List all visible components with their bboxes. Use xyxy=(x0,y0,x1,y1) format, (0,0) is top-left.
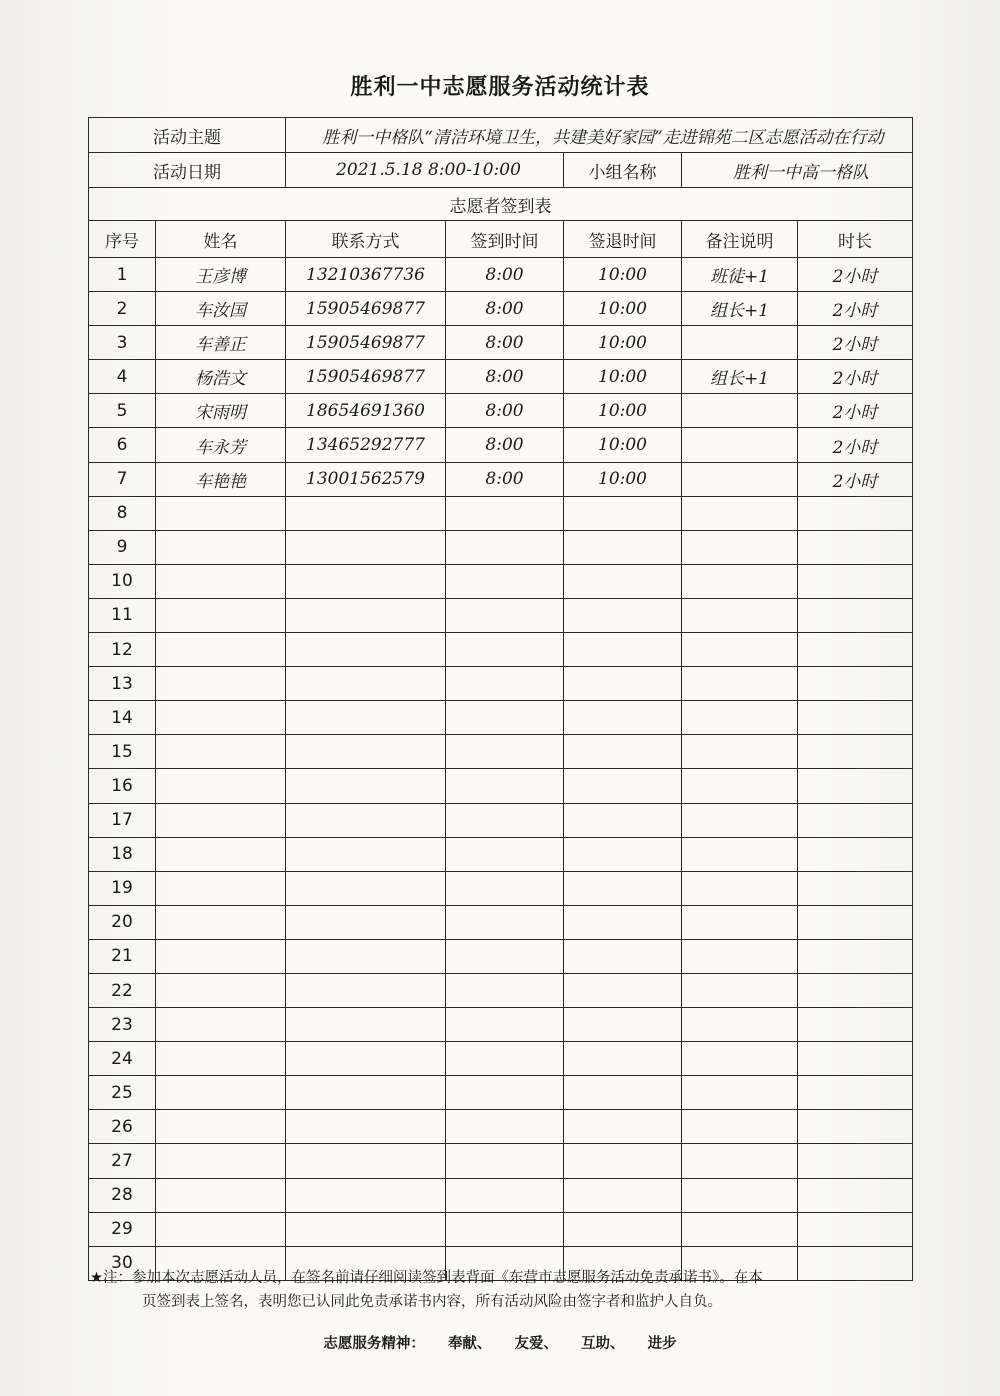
row-checkin xyxy=(446,735,564,769)
row-checkout: 10:00 xyxy=(564,428,682,462)
row-duration xyxy=(798,564,913,598)
row-checkin xyxy=(446,837,564,871)
row-number: 2 xyxy=(89,292,156,326)
row-checkin xyxy=(446,905,564,939)
row-phone: 13001562579 xyxy=(286,462,446,496)
row-checkin xyxy=(446,1144,564,1178)
col-header-no: 序号 xyxy=(89,221,156,258)
table-row xyxy=(89,360,913,394)
row-phone xyxy=(286,667,446,701)
table-row xyxy=(89,292,913,326)
row-note xyxy=(682,496,798,530)
activity-theme-row xyxy=(89,118,913,153)
row-name xyxy=(156,598,286,632)
section-title: 志愿者签到表 xyxy=(89,188,913,221)
row-checkin: 8:00 xyxy=(446,292,564,326)
row-number: 12 xyxy=(89,633,156,667)
section-title-row xyxy=(89,188,913,221)
table-row xyxy=(89,837,913,871)
row-checkin xyxy=(446,530,564,564)
table-row xyxy=(89,701,913,735)
row-number: 24 xyxy=(89,1042,156,1076)
row-duration xyxy=(798,496,913,530)
row-checkin xyxy=(446,769,564,803)
row-checkout xyxy=(564,633,682,667)
row-name: 王彦博 xyxy=(156,258,286,292)
row-number: 6 xyxy=(89,428,156,462)
row-duration: 2小时 xyxy=(798,462,913,496)
row-checkout xyxy=(564,1076,682,1110)
row-note xyxy=(682,394,798,428)
table-row xyxy=(89,1076,913,1110)
row-name: 宋雨明 xyxy=(156,394,286,428)
row-checkout: 10:00 xyxy=(564,462,682,496)
table-row xyxy=(89,667,913,701)
activity-theme-value: 胜利一中格队“清洁环境卫生，共建美好家园”走进锦苑二区志愿活动在行动 xyxy=(286,118,913,153)
row-checkin: 8:00 xyxy=(446,326,564,360)
row-number: 25 xyxy=(89,1076,156,1110)
row-phone xyxy=(286,530,446,564)
row-duration xyxy=(798,939,913,973)
row-checkin: 8:00 xyxy=(446,360,564,394)
row-phone xyxy=(286,837,446,871)
row-phone: 15905469877 xyxy=(286,360,446,394)
row-note xyxy=(682,905,798,939)
row-checkin xyxy=(446,496,564,530)
row-phone: 18654691360 xyxy=(286,394,446,428)
row-checkin xyxy=(446,939,564,973)
table-row xyxy=(89,496,913,530)
row-note xyxy=(682,939,798,973)
row-duration: 2小时 xyxy=(798,360,913,394)
row-name xyxy=(156,633,286,667)
row-duration xyxy=(798,1178,913,1212)
row-checkout xyxy=(564,769,682,803)
row-number: 22 xyxy=(89,973,156,1007)
table-row xyxy=(89,564,913,598)
row-duration xyxy=(798,735,913,769)
row-number: 4 xyxy=(89,360,156,394)
row-checkout xyxy=(564,1110,682,1144)
row-checkout: 10:00 xyxy=(564,258,682,292)
row-name xyxy=(156,667,286,701)
row-note xyxy=(682,803,798,837)
table-row xyxy=(89,973,913,1007)
row-checkout xyxy=(564,598,682,632)
row-checkin: 8:00 xyxy=(446,428,564,462)
table-row xyxy=(89,633,913,667)
row-duration xyxy=(798,837,913,871)
row-phone xyxy=(286,905,446,939)
row-name xyxy=(156,905,286,939)
row-checkout xyxy=(564,1178,682,1212)
row-duration xyxy=(798,769,913,803)
row-phone xyxy=(286,1008,446,1042)
row-note: 组长+1 xyxy=(682,292,798,326)
row-duration xyxy=(798,803,913,837)
row-duration xyxy=(798,667,913,701)
spirit-item: 友爱、 xyxy=(514,1336,558,1352)
row-name xyxy=(156,1008,286,1042)
row-phone xyxy=(286,633,446,667)
row-checkin xyxy=(446,1110,564,1144)
row-number: 10 xyxy=(89,564,156,598)
volunteer-spirit xyxy=(0,1332,1000,1353)
row-duration xyxy=(798,701,913,735)
row-checkout: 10:00 xyxy=(564,394,682,428)
row-phone: 13465292777 xyxy=(286,428,446,462)
row-name: 车汝国 xyxy=(156,292,286,326)
row-number: 20 xyxy=(89,905,156,939)
group-name-value: 胜利一中高一格队 xyxy=(682,153,913,188)
row-name xyxy=(156,1076,286,1110)
disclaimer-note xyxy=(90,1266,920,1314)
row-checkin xyxy=(446,803,564,837)
row-note xyxy=(682,462,798,496)
row-name xyxy=(156,1144,286,1178)
row-note xyxy=(682,428,798,462)
row-number: 11 xyxy=(89,598,156,632)
row-checkout: 10:00 xyxy=(564,326,682,360)
row-number: 21 xyxy=(89,939,156,973)
row-name xyxy=(156,1110,286,1144)
row-checkout xyxy=(564,1144,682,1178)
row-duration xyxy=(798,1008,913,1042)
row-number: 26 xyxy=(89,1110,156,1144)
disclaimer-line-1: ★注：参加本次志愿活动人员，在签名前请仔细阅读签到表背面《东营市志愿服务活动免责承诺书》。在本 xyxy=(90,1270,763,1286)
table-row xyxy=(89,1212,913,1246)
spirit-label: 志愿服务精神： xyxy=(323,1336,425,1352)
row-duration xyxy=(798,598,913,632)
row-checkin: 8:00 xyxy=(446,258,564,292)
row-number: 19 xyxy=(89,871,156,905)
row-duration: 2小时 xyxy=(798,428,913,462)
row-name: 车永芳 xyxy=(156,428,286,462)
table-row xyxy=(89,939,913,973)
row-name xyxy=(156,803,286,837)
row-note xyxy=(682,633,798,667)
row-checkout xyxy=(564,803,682,837)
row-checkout xyxy=(564,1042,682,1076)
row-checkout xyxy=(564,1212,682,1246)
row-name: 车善正 xyxy=(156,326,286,360)
row-number: 7 xyxy=(89,462,156,496)
row-phone: 13210367736 xyxy=(286,258,446,292)
row-name xyxy=(156,837,286,871)
row-checkin xyxy=(446,633,564,667)
row-name xyxy=(156,1178,286,1212)
row-phone xyxy=(286,1042,446,1076)
row-phone xyxy=(286,1212,446,1246)
row-phone xyxy=(286,598,446,632)
row-number: 9 xyxy=(89,530,156,564)
table-row xyxy=(89,598,913,632)
row-note xyxy=(682,837,798,871)
table-row xyxy=(89,258,913,292)
row-number: 8 xyxy=(89,496,156,530)
row-duration xyxy=(798,633,913,667)
page-title: 胜利一中志愿服务活动统计表 xyxy=(350,75,650,100)
row-name xyxy=(156,973,286,1007)
row-checkin xyxy=(446,1008,564,1042)
row-checkout xyxy=(564,871,682,905)
row-note xyxy=(682,1144,798,1178)
row-note xyxy=(682,735,798,769)
row-phone xyxy=(286,973,446,1007)
row-duration xyxy=(798,871,913,905)
row-name xyxy=(156,769,286,803)
table-row xyxy=(89,871,913,905)
row-checkout xyxy=(564,837,682,871)
row-number: 30 xyxy=(89,1246,156,1280)
row-checkout xyxy=(564,564,682,598)
row-duration: 2小时 xyxy=(798,292,913,326)
row-checkout xyxy=(564,939,682,973)
row-checkout xyxy=(564,905,682,939)
table-row xyxy=(89,1178,913,1212)
row-duration xyxy=(798,973,913,1007)
row-name xyxy=(156,735,286,769)
activity-date-value: 2021.5.18 8:00-10:00 xyxy=(286,153,564,188)
row-phone xyxy=(286,701,446,735)
table-row xyxy=(89,1110,913,1144)
row-note xyxy=(682,1008,798,1042)
row-duration: 2小时 xyxy=(798,258,913,292)
row-checkin xyxy=(446,973,564,1007)
volunteer-stats-table xyxy=(88,117,913,1281)
row-duration xyxy=(798,1042,913,1076)
row-note xyxy=(682,871,798,905)
spirit-item: 进步 xyxy=(647,1336,677,1352)
row-note xyxy=(682,326,798,360)
activity-date-label: 活动日期 xyxy=(89,153,286,188)
row-phone xyxy=(286,1144,446,1178)
row-checkout xyxy=(564,667,682,701)
row-checkout xyxy=(564,701,682,735)
row-number: 16 xyxy=(89,769,156,803)
row-phone: 15905469877 xyxy=(286,292,446,326)
col-header-duration: 时长 xyxy=(798,221,913,258)
row-note xyxy=(682,973,798,1007)
table-row xyxy=(89,769,913,803)
row-phone xyxy=(286,564,446,598)
row-name: 杨浩文 xyxy=(156,360,286,394)
row-number: 15 xyxy=(89,735,156,769)
row-checkin xyxy=(446,871,564,905)
row-name xyxy=(156,496,286,530)
row-checkin xyxy=(446,598,564,632)
row-note xyxy=(682,667,798,701)
activity-theme-label: 活动主题 xyxy=(89,118,286,153)
table-row xyxy=(89,803,913,837)
row-checkin xyxy=(446,564,564,598)
row-checkin: 8:00 xyxy=(446,394,564,428)
group-name-label: 小组名称 xyxy=(564,153,682,188)
row-duration xyxy=(798,1110,913,1144)
col-header-phone: 联系方式 xyxy=(286,221,446,258)
row-phone xyxy=(286,803,446,837)
spirit-item: 奉献、 xyxy=(447,1336,492,1352)
disclaimer-line-2: 页签到表上签名，表明您已认同此免责承诺书内容，所有活动风险由签字者和监护人自负。 xyxy=(142,1294,722,1310)
row-note xyxy=(682,1178,798,1212)
row-duration xyxy=(798,530,913,564)
row-phone xyxy=(286,939,446,973)
row-note xyxy=(682,564,798,598)
row-checkin xyxy=(446,1042,564,1076)
row-note xyxy=(682,701,798,735)
spirit-item: 互助、 xyxy=(581,1336,625,1352)
table-row xyxy=(89,462,913,496)
row-note: 组长+1 xyxy=(682,360,798,394)
row-number: 14 xyxy=(89,701,156,735)
row-duration xyxy=(798,1212,913,1246)
col-header-checkout: 签退时间 xyxy=(564,221,682,258)
row-name xyxy=(156,1042,286,1076)
row-checkin: 8:00 xyxy=(446,462,564,496)
row-phone xyxy=(286,1178,446,1212)
table-row xyxy=(89,905,913,939)
row-checkin xyxy=(446,1076,564,1110)
table-row xyxy=(89,1042,913,1076)
row-note xyxy=(682,1042,798,1076)
table-row xyxy=(89,1008,913,1042)
row-phone xyxy=(286,769,446,803)
row-name xyxy=(156,701,286,735)
row-phone xyxy=(286,496,446,530)
row-number: 3 xyxy=(89,326,156,360)
table-row xyxy=(89,1144,913,1178)
row-number: 27 xyxy=(89,1144,156,1178)
col-header-name: 姓名 xyxy=(156,221,286,258)
row-duration xyxy=(798,1076,913,1110)
row-phone xyxy=(286,1110,446,1144)
activity-date-row xyxy=(89,153,913,188)
row-number: 17 xyxy=(89,803,156,837)
table-row xyxy=(89,735,913,769)
row-name xyxy=(156,564,286,598)
col-header-note: 备注说明 xyxy=(682,221,798,258)
row-number: 5 xyxy=(89,394,156,428)
row-note xyxy=(682,769,798,803)
column-header-row xyxy=(89,221,913,258)
row-note xyxy=(682,1110,798,1144)
row-duration: 2小时 xyxy=(798,394,913,428)
row-phone xyxy=(286,735,446,769)
row-checkout: 10:00 xyxy=(564,292,682,326)
row-number: 28 xyxy=(89,1178,156,1212)
row-name: 车艳艳 xyxy=(156,462,286,496)
row-checkout: 10:00 xyxy=(564,360,682,394)
row-checkout xyxy=(564,530,682,564)
row-checkin xyxy=(446,1212,564,1246)
row-checkout xyxy=(564,735,682,769)
table-row xyxy=(89,326,913,360)
row-number: 1 xyxy=(89,258,156,292)
row-name xyxy=(156,939,286,973)
row-checkout xyxy=(564,973,682,1007)
row-note xyxy=(682,598,798,632)
row-checkout xyxy=(564,1008,682,1042)
row-duration xyxy=(798,1144,913,1178)
row-checkin xyxy=(446,701,564,735)
row-note xyxy=(682,530,798,564)
row-checkin xyxy=(446,667,564,701)
table-row xyxy=(89,428,913,462)
row-note xyxy=(682,1212,798,1246)
row-number: 23 xyxy=(89,1008,156,1042)
row-name xyxy=(156,871,286,905)
row-note: 班徒+1 xyxy=(682,258,798,292)
row-checkout xyxy=(564,496,682,530)
row-phone xyxy=(286,871,446,905)
row-duration xyxy=(798,905,913,939)
row-duration: 2小时 xyxy=(798,326,913,360)
row-phone: 15905469877 xyxy=(286,326,446,360)
row-name xyxy=(156,1212,286,1246)
row-number: 13 xyxy=(89,667,156,701)
row-name xyxy=(156,530,286,564)
row-number: 29 xyxy=(89,1212,156,1246)
row-phone xyxy=(286,1076,446,1110)
row-note xyxy=(682,1076,798,1110)
table-row xyxy=(89,394,913,428)
row-number: 18 xyxy=(89,837,156,871)
table-row xyxy=(89,530,913,564)
row-checkin xyxy=(446,1178,564,1212)
col-header-checkin: 签到时间 xyxy=(446,221,564,258)
